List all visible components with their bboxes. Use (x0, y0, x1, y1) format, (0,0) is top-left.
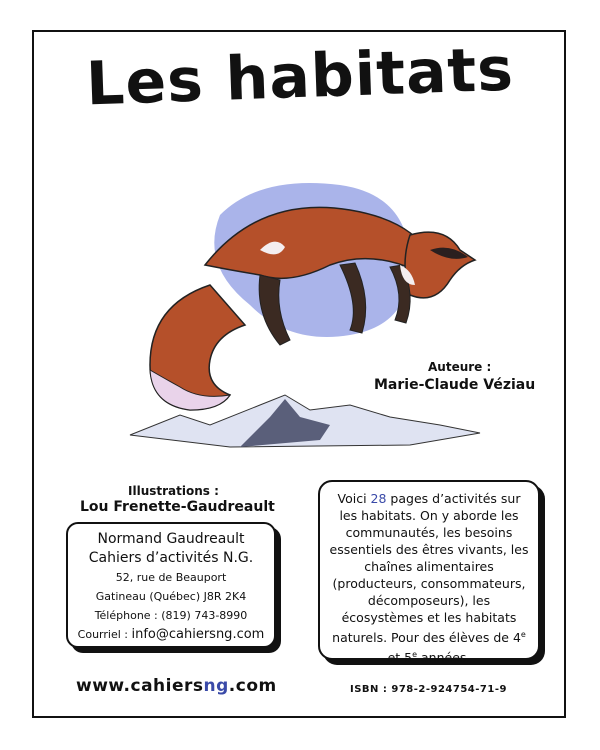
publisher-company: Cahiers d’activités N.G. (88, 550, 254, 566)
publisher-phone-row (68, 606, 274, 625)
description-end: années. (417, 650, 471, 666)
page-count: 28 (370, 491, 387, 506)
email-label: Courriel : (77, 628, 128, 641)
publisher-box (66, 522, 276, 648)
website-link[interactable] (76, 676, 277, 696)
website-suffix: .com (228, 676, 277, 696)
description-text: pages d’activités sur les habitats. On y aborde les communautés, les besoins essentiels des êtres vivants, les chaînes alimentaires (producteurs, consommateurs, décomposeurs), les écosystèmes et les habitats naturels. Pour des élèves de (329, 491, 529, 646)
publisher-name: Normand Gaudreault (97, 531, 245, 547)
grade-4-suffix: e (520, 630, 526, 639)
cover-title: Les habitats (85, 34, 515, 120)
illustrator-label: Illustrations : (128, 484, 219, 498)
grade-5: 5 (404, 650, 413, 666)
isbn: ISBN : 978-2-924754-71-9 (350, 684, 507, 695)
grade-5-suffix: e (412, 650, 418, 660)
description-text-start: Voici (337, 491, 371, 506)
description-and: et (387, 650, 405, 666)
publisher-email-row (68, 625, 274, 644)
publisher-street: 52, rue de Beauport (115, 571, 227, 584)
author-label: Auteure : (428, 360, 492, 374)
email-link[interactable]: info@cahiersng.com (131, 627, 265, 642)
website-prefix: www.cahiers (76, 676, 204, 696)
publisher-city: Gatineau (Québec) J8R 2K4 (95, 590, 247, 603)
description-box (318, 480, 540, 666)
fox-illustration (110, 155, 490, 455)
grade-4: 4 (512, 630, 521, 646)
phone-value: (819) 743-8990 (161, 609, 248, 622)
website-highlight: ng (203, 676, 229, 696)
author-name: Marie-Claude Véziau (374, 377, 536, 393)
phone-label: Téléphone : (94, 609, 158, 622)
illustrator-name: Lou Frenette-Gaudreault (80, 499, 275, 515)
